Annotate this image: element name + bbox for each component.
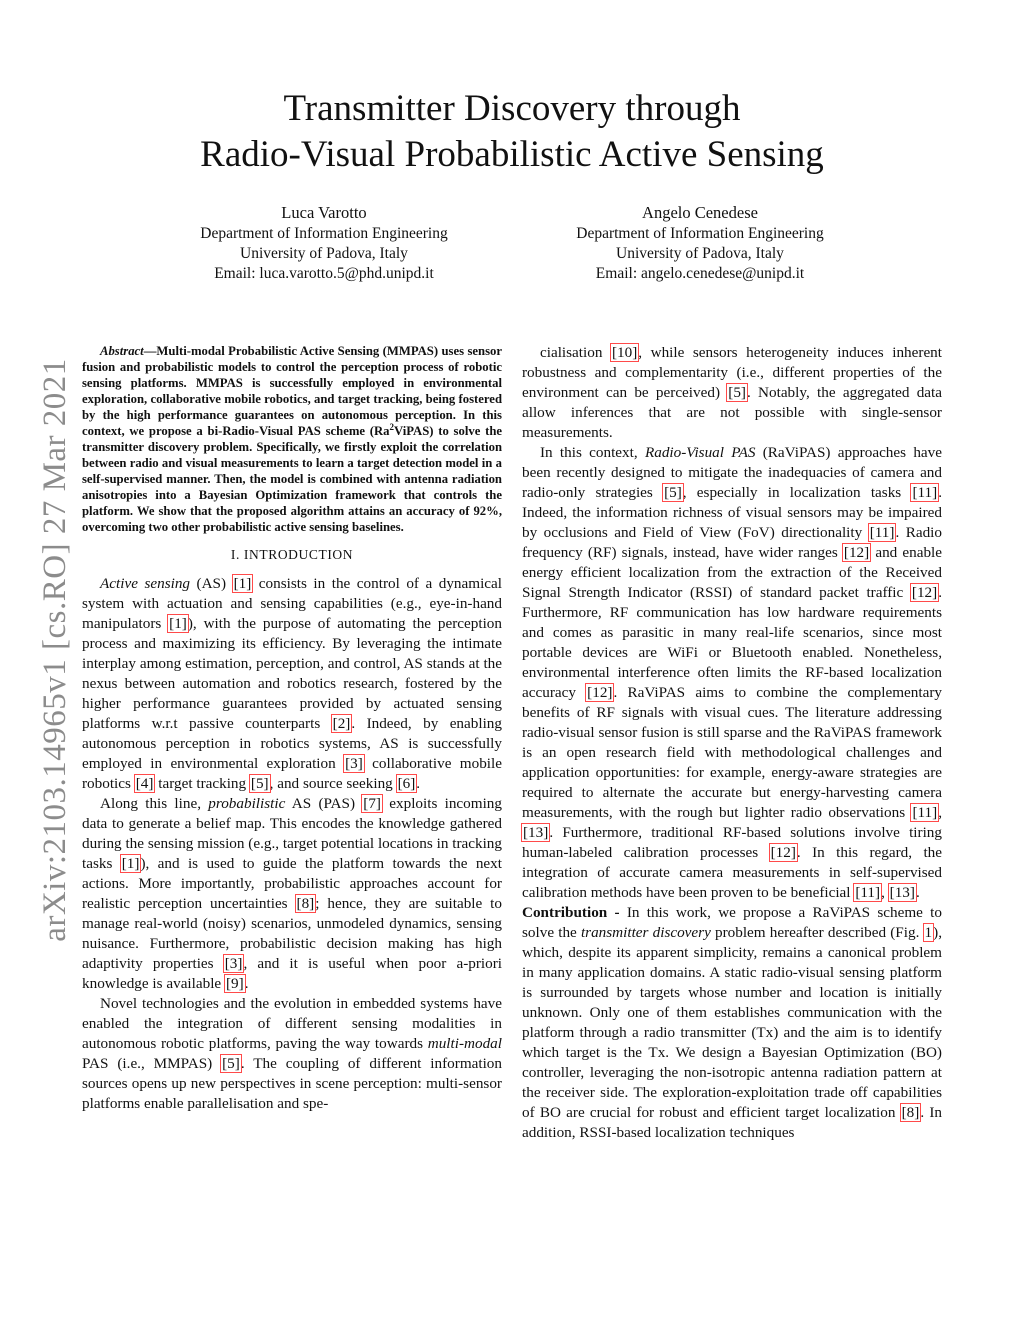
author-email: Email: angelo.cenedese@unipd.it xyxy=(595,265,805,282)
body-paragraph: Along this line, probabilistic AS (PAS) [7] exploits incoming data to generate a belief map. This encodes the knowledge gathered during the sensing mission (e.g., target potential locations in tracking tasks [1]), and is used to guide the platform towards the next actions. More importantly, probabilistic approaches account for realistic perception uncertainties [8]; hence, they are suitable to manage real-world (noisy) scenarios, unmodeled dynamics, sensing nuisance. Furthermore, probabilistic decision making has high adaptivity properties [3], and it is useful when poor a-priori knowledge is available [9]. xyxy=(82,795,502,992)
citation-link[interactable]: [11] xyxy=(912,804,938,821)
citation-link[interactable]: [11] xyxy=(869,524,895,541)
italic-text: probabilistic xyxy=(208,795,286,812)
citation-link[interactable]: [11] xyxy=(855,884,881,901)
author-email: Email: luca.varotto.5@phd.unipd.it xyxy=(214,265,434,282)
citation-link[interactable]: [6] xyxy=(397,775,416,792)
citation-link[interactable]: [5] xyxy=(664,484,682,501)
citation-link[interactable]: [2] xyxy=(332,715,351,732)
citation-link[interactable]: [11] xyxy=(912,484,938,501)
citation-link[interactable]: [12] xyxy=(843,544,870,561)
italic-text: multi-modal xyxy=(427,1035,502,1052)
author-block-2 xyxy=(510,203,890,284)
right-column xyxy=(522,343,942,1143)
abstract-label: Abstract xyxy=(100,344,144,358)
citation-link[interactable]: [1] xyxy=(121,855,140,872)
abstract-superscript: 2 xyxy=(389,421,395,432)
abstract xyxy=(82,343,502,535)
author-university: University of Padova, Italy xyxy=(616,245,784,262)
title-line-1: Transmitter Discovery through xyxy=(283,88,741,129)
citation-link[interactable]: [3] xyxy=(345,755,363,772)
body-paragraph: cialisation [10], while sensors heterogeneity induces inherent robustness and complementarity (i.e., different properties of the environment can be perceived) [5]. Notably, the aggregated data allow inferences that are not possible with single-sensor measurements. xyxy=(522,344,942,441)
section-heading-introduction: I. INTRODUCTION xyxy=(230,547,354,562)
citation-link[interactable]: [13] xyxy=(523,824,549,841)
citation-link[interactable]: [7] xyxy=(363,795,381,812)
citation-link[interactable]: [8] xyxy=(296,895,315,912)
page-title xyxy=(0,86,1024,178)
left-body xyxy=(82,574,502,1114)
author-name: Luca Varotto xyxy=(281,203,367,222)
author-department: Department of Information Engineering xyxy=(576,225,824,242)
citation-link[interactable]: [13] xyxy=(889,884,915,901)
author-department: Department of Information Engineering xyxy=(200,225,448,242)
abstract-text-continued: ViPAS) to solve the transmitter discovery problem. Specifically, we firstly exploit the correlation between radio and visual measurements to learn a target detection model in a self-supervised manner. Then, the model is combined with antenna radiation anisotropies into a Bayesian Optimization framework that controls the platform. We show that the proposed algorithm attains an accuracy of 92%, overcoming two other probabilistic active sensing baselines. xyxy=(82,424,503,534)
italic-text: Active sensing xyxy=(100,575,191,592)
citation-link[interactable]: [12] xyxy=(587,684,613,701)
author-name: Angelo Cenedese xyxy=(642,203,758,222)
citation-link[interactable]: [12] xyxy=(911,584,938,601)
body-paragraph: Active sensing (AS) [1] consists in the control of a dynamical system with actuation and sensing capabilities (e.g., eye-in-hand manipulators [1]), with the purpose of automating the perception process and maximizing its efficiency. By leveraging the intimate interplay among estimation, perception, and control, AS stands at the nexus between automation and robotics research, fostered by the higher performance guarantees provided by actuated sensing platforms w.r.t passive counterparts [2]. Indeed, by enabling autonomous perception in robotics systems, AS is successfully employed in environmental exploration [3] collaborative mobile robotics [4] target tracking [5], and source seeking [6]. xyxy=(82,575,502,792)
contribution-paragraph: Contribution - In this work, we propose a RaViPAS scheme to solve the transmitter discovery problem hereafter described (Fig. 1), which, despite its apparent simplicity, remains a canonical problem in many application domains. A static radio-visual sensing platform is surrounded by targets whose number and location is initially unknown. Only one of them establishes communication with the platform through a radio transmitter (Tx) and the aim is to identify which target is the Tx. We design a Bayesian Optimization (BO) controller, leveraging the non-isotropic antenna radiation pattern at the receiver side. The exploration-exploitation trade off capabilities of BO are crucial for robust and efficient target localization [8]. In addition, RSSI-based localization techniques xyxy=(522,904,942,1141)
citation-link[interactable]: [5] xyxy=(250,775,269,792)
left-column xyxy=(82,343,502,1114)
body-paragraph: In this context, Radio-Visual PAS (RaViPAS) approaches have been recently designed to mitigate the inadequacies of camera and radio-only strategies [5], especially in localization tasks [11]. Indeed, the information richness of visual sensors may be impaired by occlusions and Field of View (FoV) directionality [11]. Radio frequency (RF) signals, instead, have wider ranges [12] and enable energy efficient localization from the extraction of the Received Signal Strength Indicator (RSSI) of standard packet traffic [12]. Furthermore, RF communication has low hardware requirements and comes as parasitic in many real-life scenarios, since most portable devices are WiFi or Bluetooth enabled. Nonetheless, environmental interference often limits the RF-based localization accuracy [12]. RaViPAS aims to combine the complementary benefits of RF signals with visual cues. The literature addressing radio-visual sensor fusion is still sparse and the RaViPAS framework is an open research field with methodological challenges and application opportunities: for example, energy-aware strategies are required to alternate the accurate but energy-harvesting camera measurements, with the rough but lighter radio observations [11], [13]. Furthermore, traditional RF-based solutions involve tiring human-labeled calibration processes [12]. In this regard, the integration of accurate camera measurements in self-supervised calibration methods have been proven to be beneficial [11], [13]. xyxy=(522,444,943,901)
italic-text: Radio-Visual PAS xyxy=(644,444,756,461)
citation-link[interactable]: [9] xyxy=(225,975,244,992)
citation-link[interactable]: [1] xyxy=(233,575,252,592)
author-university: University of Padova, Italy xyxy=(240,245,408,262)
citation-link[interactable]: [8] xyxy=(901,1104,920,1121)
title-line-2: Radio-Visual Probabilistic Active Sensing xyxy=(200,134,824,175)
citation-link[interactable]: [5] xyxy=(222,1055,240,1072)
citation-link[interactable]: [1] xyxy=(169,615,187,632)
citation-link[interactable]: 1 xyxy=(924,924,933,941)
citation-link[interactable]: [12] xyxy=(770,844,796,861)
author-block-1 xyxy=(134,203,514,284)
italic-text: transmitter discovery xyxy=(580,924,711,941)
arxiv-identifier: arXiv:2103.14965v1 [cs.RO] 27 Mar 2021 xyxy=(37,358,73,942)
citation-link[interactable]: [10] xyxy=(611,344,638,361)
right-body xyxy=(522,343,942,1143)
citation-link[interactable]: [3] xyxy=(224,955,243,972)
bold-run-in-heading: Contribution - xyxy=(522,904,620,921)
citation-link[interactable]: [5] xyxy=(728,384,746,401)
body-paragraph: Novel technologies and the evolution in embedded systems have enabled the integration of different sensing modalities in autonomous robotic platforms, paving the way towards multi-modal PAS (i.e., MMPAS) [5]. The coupling of different information sources opens up new perspectives in scene perception: multi-sensor platforms enable parallelisation and spe- xyxy=(82,995,502,1112)
citation-link[interactable]: [4] xyxy=(135,775,154,792)
abstract-text: —Multi-modal Probabilistic Active Sensing (MMPAS) uses sensor fusion and probabilistic models to control the perception process of robotic sensing platforms. MMPAS is successfully employed in environmental exploration, collaborative mobile robotics, and target tracking, being fostered by the high performance guarantees on autonomous perception. In this context, we propose a bi-Radio-Visual PAS scheme (Ra xyxy=(82,344,502,438)
